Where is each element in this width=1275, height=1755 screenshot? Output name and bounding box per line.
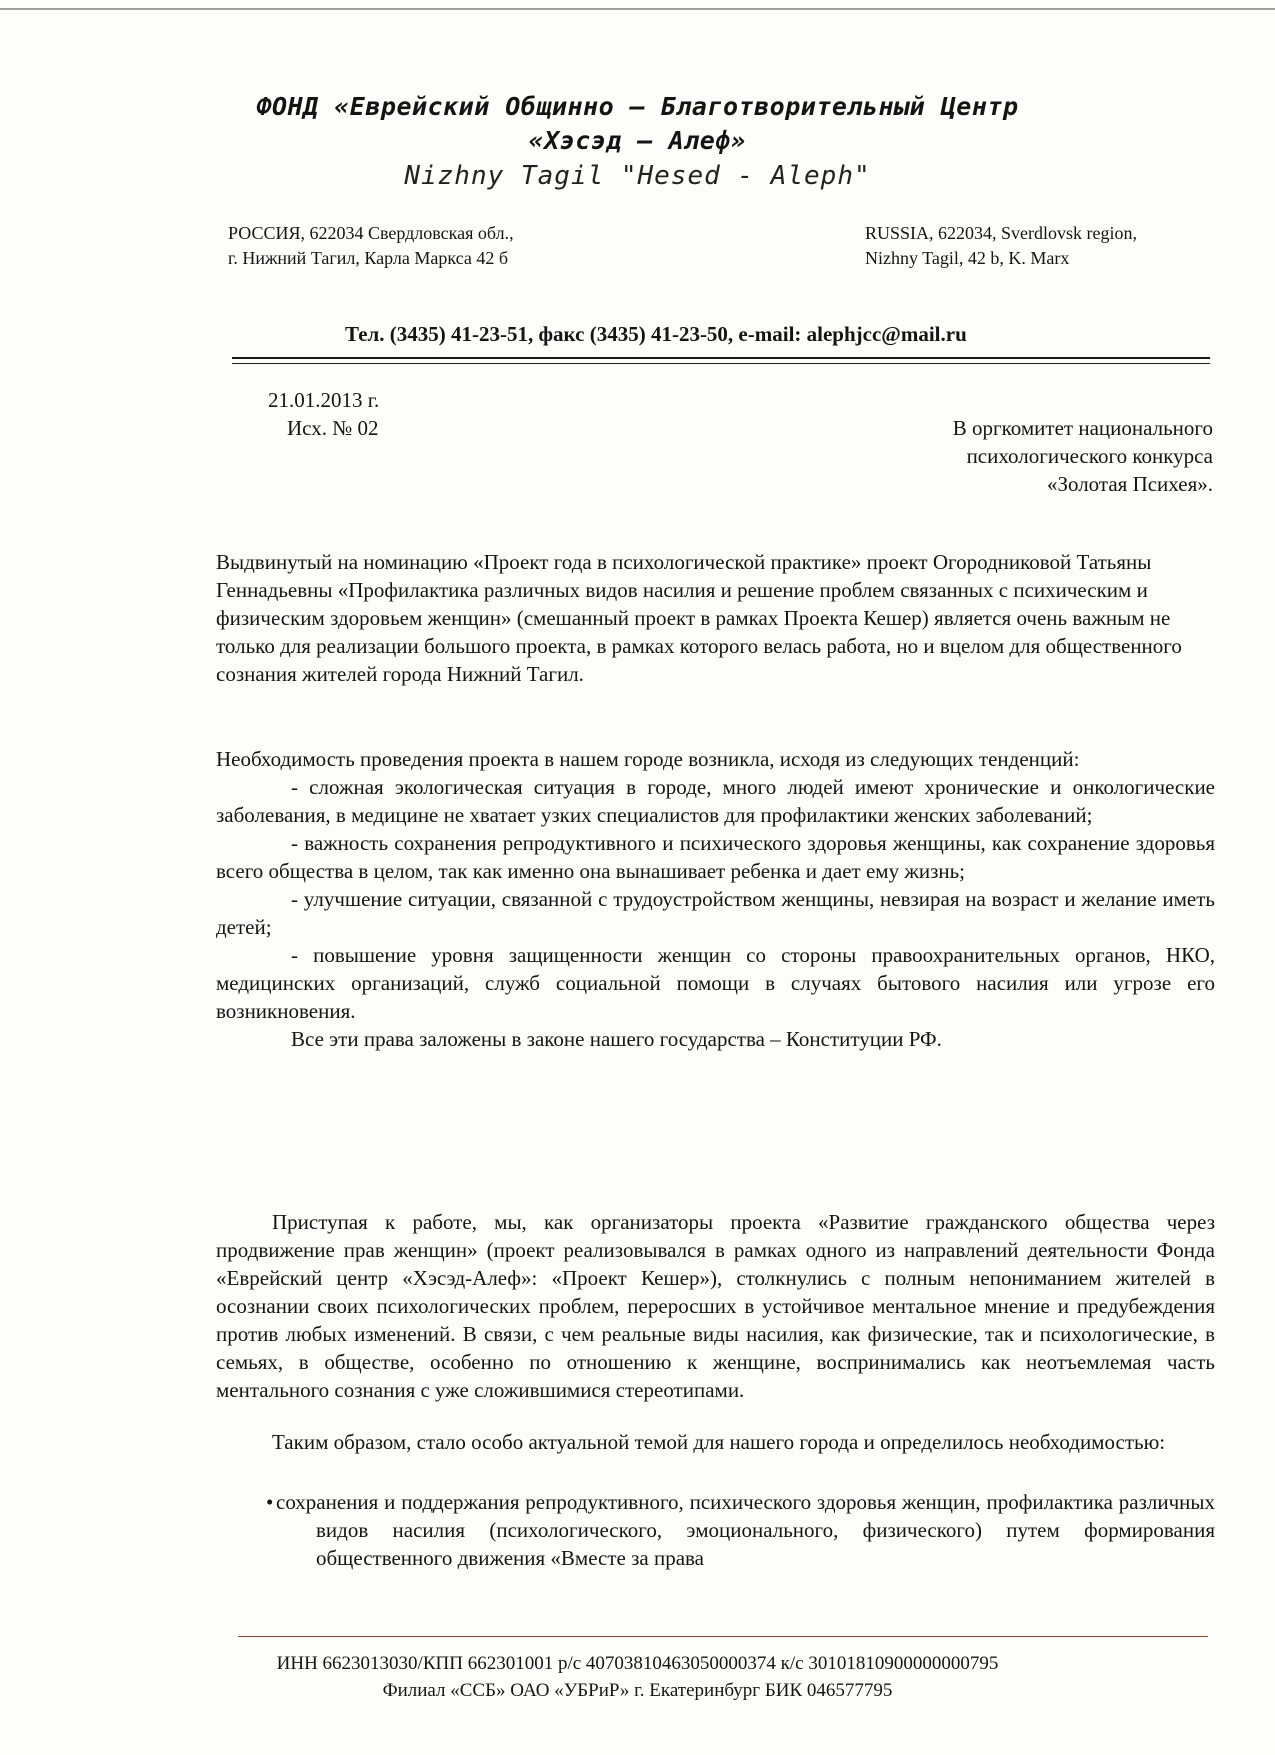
address-english xyxy=(865,221,1137,271)
address-ru-line2: г. Нижний Тагил, Карла Маркса 42 б xyxy=(228,248,508,268)
address-en-line1: RUSSIA, 622034, Sverdlovsk region, xyxy=(865,223,1138,243)
bullet-text: сохранения и поддержания репродуктивного, психического здоровья женщин, профилактика различных видов насилия (психологического, эмоционального, физического) путем формирования общественного движения «Вместе за права xyxy=(276,1490,1215,1570)
recipient-line1: В оргкомитет национального xyxy=(952,416,1213,440)
necessity-intro: Необходимость проведения проекта в нашем городе возникла, исходя из следующих тенденций: xyxy=(216,747,1080,771)
footer-line1: ИНН 6623013030/КПП 662301001 р/с 40703810463050000374 к/с 30101810900000000795 xyxy=(276,1653,999,1674)
recipient-line3: «Золотая Психея». xyxy=(1046,472,1213,496)
necessity-item: - важность сохранения репродуктивного и психического здоровья женщины, как сохранение здоровья всего общества в целом, так как именно она вынашивает ребенка и дает ему жизнь; xyxy=(216,831,1215,883)
footer-rule xyxy=(238,1636,1208,1637)
paragraph-necessity xyxy=(216,745,1215,1053)
necessity-item: - повышение уровня защищенности женщин со стороны правоохранительных органов, НКО, медицинских организаций, служб социальной помощи в случаях бытового насилия или угрозе его возникновения. xyxy=(216,943,1215,1023)
footer-bank-details xyxy=(0,1650,1275,1704)
address-russian xyxy=(228,221,514,271)
letterhead-org-name xyxy=(0,90,1275,158)
bullet-icon: • xyxy=(266,1490,274,1514)
recipient-block xyxy=(793,414,1213,498)
necessity-closing: Все эти права заложены в законе нашего государства – Конституции РФ. xyxy=(291,1027,942,1051)
scan-top-edge xyxy=(0,8,1275,10)
header-rule-thin xyxy=(232,363,1210,364)
paragraph-nomination: Выдвинутый на номинацию «Проект года в психологической практике» проект Огородниковой Татьяны Геннадьевны «Профилактика различных видов насилия и решение проблем связанных с психическим и физическим здоровьем женщин» (смешанный проект в рамках Проекта Кешер) является очень важным не только для реализации большого проекта, в рамках которого велась работа, но и вцелом для общественного сознания жителей города Нижний Тагил. xyxy=(216,550,1182,686)
paragraph-conclusion: Таким образом, стало особо актуальной темой для нашего города и определилось необходимостью: xyxy=(272,1430,1166,1454)
bullet-list-item xyxy=(266,1488,1215,1572)
org-name-line1: ФОНД «Еврейский Общинно – Благотворительный Центр xyxy=(256,92,1019,121)
necessity-item: - сложная экологическая ситуация в городе, много людей имеют хронические и онкологические заболевания, в медицине не хватает узких специалистов для профилактики женских заболеваний; xyxy=(216,775,1215,827)
header-rule-thick xyxy=(232,357,1210,359)
paragraph-project-start: Приступая к работе, мы, как организаторы проекта «Развитие гражданского общества через продвижение прав женщин» (проект реализовывался в рамках одного из направлений деятельности Фонда «Еврейский центр «Хэсэд-Алеф»: «Проект Кешер»), столкнулись с полным непониманием жителей в осознании своих психологических проблем, переросших в устойчивое ментальное мнение и предубеждения против любых изменений. В связи, с чем реальные виды насилия, как физические, так и психологические, в семьях, в обществе, особенно по отношению к женщине, воспринимались как неотъемлемая часть ментального сознания с уже сложившимися стереотипами. xyxy=(216,1210,1215,1402)
address-en-line2: Nizhny Tagil, 42 b, K. Marx xyxy=(865,248,1070,268)
outgoing-number: Исх. № 02 xyxy=(287,416,379,440)
recipient-line2: психологического конкурса xyxy=(966,444,1213,468)
org-name-english: Nizhny Tagil "Hesed - Aleph" xyxy=(404,161,871,191)
necessity-item: - улучшение ситуации, связанной с трудоустройством женщины, невзирая на возраст и желание иметь детей; xyxy=(216,887,1215,939)
letter-date: 21.01.2013 г. xyxy=(268,388,380,412)
address-ru-line1: РОССИЯ, 622034 Свердловская обл., xyxy=(228,223,514,243)
org-name-line2: «Хэсэд – Алеф» xyxy=(528,126,747,155)
contact-line: Тел. (3435) 41-23-51, факс (3435) 41-23-50, e-mail: alephjcc@mail.ru xyxy=(345,322,967,346)
footer-line2: Филиал «ССБ» ОАО «УБРиР» г. Екатеринбург БИК 046577795 xyxy=(382,1680,893,1701)
